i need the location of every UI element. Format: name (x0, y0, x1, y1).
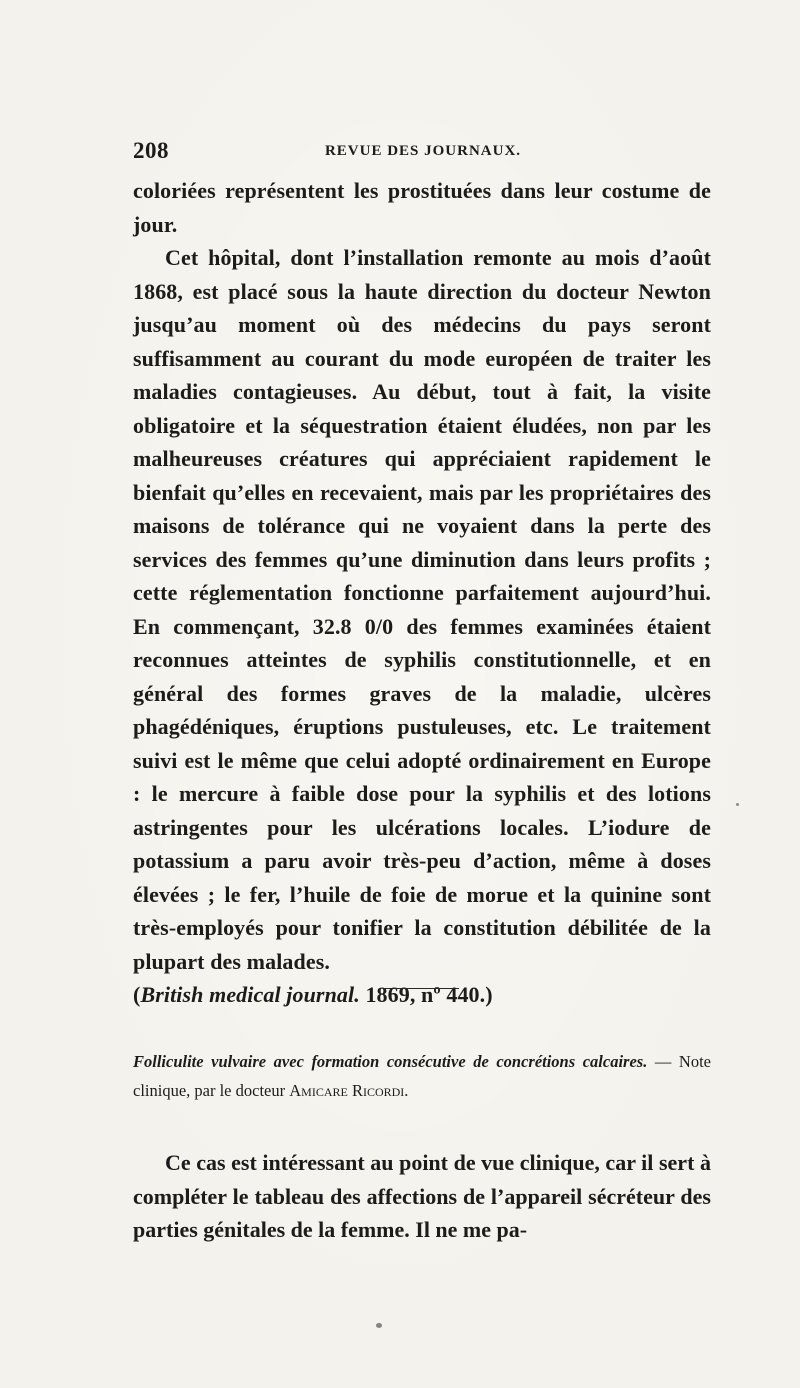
article-title: Folliculite vulvaire avec formation consécutive de concrétions calcaires. (133, 1052, 648, 1071)
body-text (133, 174, 711, 1012)
paragraph-continuation: coloriées représentent les prostituées dans leur costume de jour. (133, 178, 711, 237)
page-number: 208 (133, 138, 169, 163)
article-paragraph: Ce cas est intéressant au point de vue clinique, car il sert à compléter le tableau des affections de l’appareil sécréteur des parties génitales de la femme. Il ne me pa- (133, 1150, 711, 1242)
citation-details: 1869, nº 440.) (359, 982, 493, 1007)
paper-speck (736, 803, 739, 806)
article-note: — Note clinique, par le docteur (133, 1052, 712, 1100)
article-heading (133, 1047, 711, 1105)
running-head: REVUE DES JOURNAUX. (324, 143, 522, 159)
page-header (133, 138, 713, 168)
ink-speck (376, 1323, 382, 1328)
paragraph-hospital (133, 241, 711, 1012)
citation-journal: British medical journal. (140, 982, 360, 1007)
citation: (British medical journal. 1869, nº 440.) (133, 982, 493, 1007)
section-divider (385, 988, 459, 989)
article-body (133, 1146, 711, 1247)
article-author: Amicare Ricordi. (289, 1081, 409, 1100)
paragraph-hospital-text: Cet hôpital, dont l’installation remonte au mois d’août 1868, est placé sous la haute direction du docteur Newton jusqu’au moment où des médecins du pays seront suffisamment au courant du mode européen de traiter les maladies contagieuses. Au début, tout à fait, la visite obligatoire et la séquestration étaient éludées, non par les malheureuses créatures qui appréciaient rapidement le bienfait qu’elles en recevaient, mais par les propriétaires des maisons de tolérance qui ne voyaient dans la perte des services des femmes qu’une diminution dans leurs profits ; cette réglementation fonctionne parfaitement aujourd’hui. En commençant, 32.8 0/0 des femmes examinées étaient reconnues atteintes de syphilis constitutionnelle, et en général des formes graves de la maladie, ulcères phagédéniques, éruptions pustuleuses, etc. Le traitement suivi est le même que celui adopté ordinairement en Europe : le mercure à faible dose pour la syphilis et des lotions astringentes pour les ulcérations locales. L’iodure de potassium a paru avoir très-peu d’action, même à doses élevées ; le fer, l’huile de foie de morue et la quinine sont très-employés pour tonifier la constitution débilitée de la plupart des malades. (133, 245, 711, 974)
